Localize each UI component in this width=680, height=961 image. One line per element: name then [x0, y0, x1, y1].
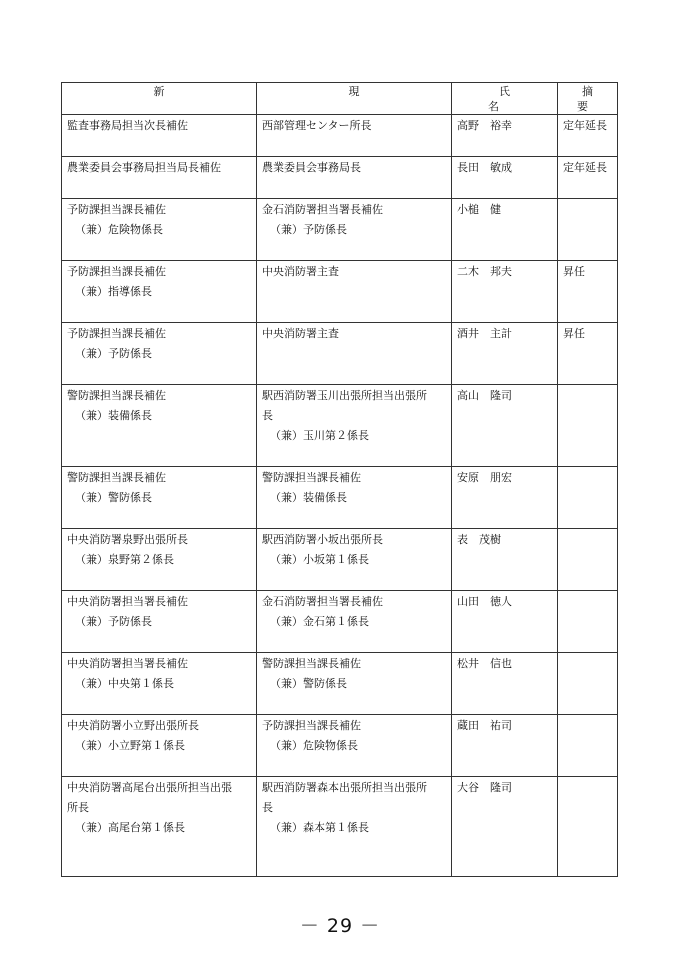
current-position-cell-line: 警防課担当課長補佐 [262, 471, 361, 484]
current-position-cell [257, 199, 452, 261]
header-current: 現 [257, 83, 452, 115]
current-position-cell [257, 157, 452, 199]
person-name-cell: 山田 徳人 [452, 591, 558, 653]
header-name: 氏 名 [452, 83, 558, 115]
current-position-cell-line: 中央消防署主査 [262, 265, 339, 278]
current-position-cell-line: （兼）金石第１係長 [270, 615, 369, 628]
current-position-cell-line: 中央消防署主査 [262, 327, 339, 340]
note-cell: 昇任 [558, 323, 618, 385]
table-row [62, 157, 618, 199]
current-position-cell-line: 駅西消防署玉川出張所担当出張所 [262, 389, 427, 402]
person-name-cell: 蔵田 祐司 [452, 715, 558, 777]
current-position-cell [257, 777, 452, 877]
note-cell: 定年延長 [558, 115, 618, 157]
new-position-cell-line: 予防課担当課長補佐 [67, 265, 166, 278]
table-row [62, 199, 618, 261]
current-position-cell [257, 715, 452, 777]
current-position-cell-line: 長 [262, 801, 273, 814]
current-position-cell [257, 653, 452, 715]
new-position-cell-line: 中央消防署小立野出張所長 [67, 719, 199, 732]
current-position-cell [257, 591, 452, 653]
new-position-cell-line: 監査事務局担当次長補佐 [67, 119, 188, 132]
current-position-cell-line: 長 [262, 409, 273, 422]
table-row [62, 777, 618, 877]
new-position-cell [62, 591, 257, 653]
current-position-cell-line: （兼）警防係長 [270, 677, 347, 690]
note-cell [558, 199, 618, 261]
new-position-cell [62, 653, 257, 715]
note-cell [558, 385, 618, 467]
table-row [62, 323, 618, 385]
current-position-cell-line: 駅西消防署小坂出張所長 [262, 533, 383, 546]
new-position-cell-line: 所長 [67, 801, 89, 814]
current-position-cell-line: 西部管理センター所長 [262, 119, 372, 132]
note-cell [558, 777, 618, 877]
person-name-cell: 小槌 健 [452, 199, 558, 261]
new-position-cell-line: （兼）危険物係長 [75, 223, 163, 236]
current-position-cell-line: 駅西消防署森本出張所担当出張所 [262, 781, 427, 794]
current-position-cell-line: 農業委員会事務局長 [262, 161, 361, 174]
current-position-cell-line: （兼）森本第１係長 [270, 821, 369, 834]
note-cell [558, 591, 618, 653]
new-position-cell [62, 777, 257, 877]
header-new: 新 [62, 83, 257, 115]
new-position-cell [62, 715, 257, 777]
new-position-cell-line: （兼）指導係長 [75, 285, 152, 298]
table-row [62, 385, 618, 467]
new-position-cell-line: 予防課担当課長補佐 [67, 203, 166, 216]
new-position-cell-line: （兼）装備係長 [75, 409, 152, 422]
current-position-cell-line: 予防課担当課長補佐 [262, 719, 361, 732]
new-position-cell [62, 385, 257, 467]
current-position-cell [257, 385, 452, 467]
current-position-cell-line: （兼）装備係長 [270, 491, 347, 504]
new-position-cell [62, 115, 257, 157]
new-position-cell-line: 中央消防署担当署長補佐 [67, 595, 188, 608]
personnel-table [61, 82, 618, 877]
current-position-cell [257, 323, 452, 385]
person-name-cell: 安原 朋宏 [452, 467, 558, 529]
current-position-cell [257, 261, 452, 323]
new-position-cell-line: （兼）予防係長 [75, 347, 152, 360]
new-position-cell-line: 予防課担当課長補佐 [67, 327, 166, 340]
new-position-cell-line: 中央消防署泉野出張所長 [67, 533, 188, 546]
header-note: 摘 要 [558, 83, 618, 115]
new-position-cell-line: （兼）泉野第２係長 [75, 553, 174, 566]
current-position-cell [257, 115, 452, 157]
person-name-cell: 大谷 隆司 [452, 777, 558, 877]
table-row [62, 467, 618, 529]
note-cell [558, 715, 618, 777]
person-name-cell: 長田 敏成 [452, 157, 558, 199]
note-cell [558, 653, 618, 715]
new-position-cell-line: 農業委員会事務局担当局長補佐 [67, 161, 221, 174]
current-position-cell-line: （兼）予防係長 [270, 223, 347, 236]
new-position-cell [62, 529, 257, 591]
table-body [62, 115, 618, 877]
current-position-cell-line: （兼）危険物係長 [270, 739, 358, 752]
note-cell: 定年延長 [558, 157, 618, 199]
current-position-cell-line: 警防課担当課長補佐 [262, 657, 361, 670]
new-position-cell-line: （兼）小立野第１係長 [75, 739, 185, 752]
current-position-cell [257, 467, 452, 529]
page-number: － 29 － [299, 915, 381, 937]
new-position-cell-line: 中央消防署高尾台出張所担当出張 [67, 781, 232, 794]
person-name-cell: 表 茂樹 [452, 529, 558, 591]
person-name-cell: 酒井 主計 [452, 323, 558, 385]
new-position-cell-line: 警防課担当課長補佐 [67, 471, 166, 484]
table-row [62, 115, 618, 157]
new-position-cell [62, 157, 257, 199]
note-cell [558, 529, 618, 591]
note-cell: 昇任 [558, 261, 618, 323]
current-position-cell [257, 529, 452, 591]
table-row [62, 261, 618, 323]
current-position-cell-line: 金石消防署担当署長補佐 [262, 595, 383, 608]
person-name-cell: 松井 信也 [452, 653, 558, 715]
current-position-cell-line: 金石消防署担当署長補佐 [262, 203, 383, 216]
new-position-cell [62, 199, 257, 261]
person-name-cell: 高野 裕幸 [452, 115, 558, 157]
new-position-cell-line: （兼）警防係長 [75, 491, 152, 504]
current-position-cell-line: （兼）小坂第１係長 [270, 553, 369, 566]
table-row [62, 591, 618, 653]
table-row [62, 529, 618, 591]
current-position-cell-line: （兼）玉川第２係長 [270, 429, 369, 442]
table-header-row [62, 83, 618, 115]
new-position-cell-line: （兼）中央第１係長 [75, 677, 174, 690]
new-position-cell [62, 467, 257, 529]
person-name-cell: 二木 邦夫 [452, 261, 558, 323]
new-position-cell-line: （兼）高尾台第１係長 [75, 821, 185, 834]
new-position-cell [62, 261, 257, 323]
new-position-cell [62, 323, 257, 385]
note-cell [558, 467, 618, 529]
table-row [62, 653, 618, 715]
new-position-cell-line: （兼）予防係長 [75, 615, 152, 628]
new-position-cell-line: 中央消防署担当署長補佐 [67, 657, 188, 670]
new-position-cell-line: 警防課担当課長補佐 [67, 389, 166, 402]
table-row [62, 715, 618, 777]
person-name-cell: 高山 隆司 [452, 385, 558, 467]
